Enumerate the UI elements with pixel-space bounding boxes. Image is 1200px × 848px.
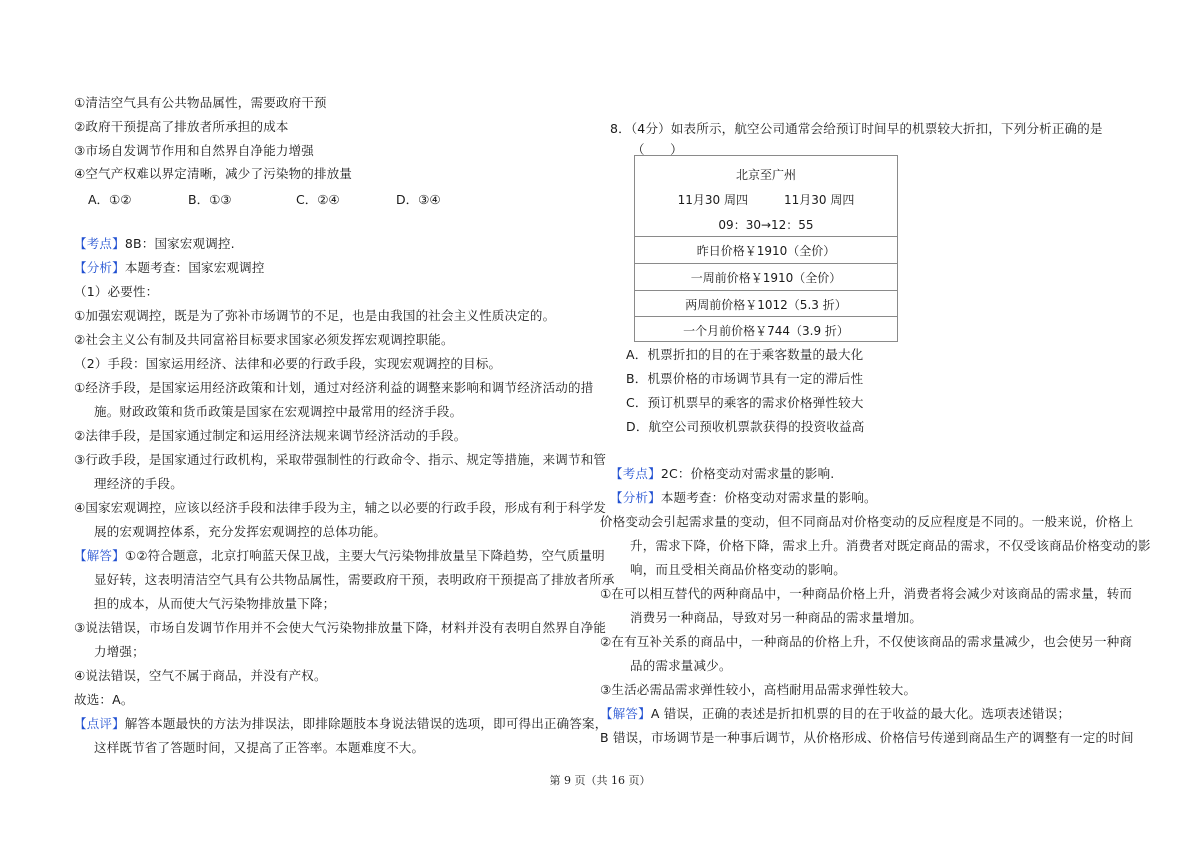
jieda-line: 显好转，这表明清洁空气具有公共物品属性，需要政府干预，表明政府干预提高了排放者所承 [94, 572, 615, 587]
jieda-tag: 【解答】 [600, 706, 651, 721]
fenxi-text: 本题考查：价格变动对需求量的影响。 [660, 490, 877, 505]
table-row [635, 316, 897, 342]
page-footer: 第 9 页（共 16 页） [549, 774, 651, 787]
option-d: D．航空公司预收机票款获得的投资收益高 [626, 419, 865, 434]
body-line: ②在有互补关系的商品中，一种商品的价格上升，不仅使该商品的需求量减少，也会使另一种商 [600, 634, 1133, 649]
table-cell: 一个月前价格￥744（3.9 折） [683, 324, 849, 338]
statement-4: ④空气产权难以界定清晰，减少了污染物的排放量 [74, 166, 353, 181]
statement-1: ①清洁空气具有公共物品属性，需要政府干预 [74, 95, 327, 110]
jieda-line: ④说法错误，空气不属于商品，并没有产权。 [74, 668, 327, 683]
body-line: 升，需求下降，价格下降，需求上升。消费者对既定商品的需求，不仅受该商品价格变动的影 [630, 538, 1151, 553]
body-line: 展的宏观调控体系，充分发挥宏观调控的总体功能。 [94, 524, 387, 539]
dianping-tag: 【点评】 [74, 716, 125, 731]
body-line: ②社会主义公有制及共同富裕目标要求国家必须发挥宏观调控职能。 [74, 332, 454, 347]
body-line: ①经济手段，是国家运用经济政策和计划，通过对经济利益的调整来影响和调节经济活动的措 [74, 380, 594, 395]
option-a: A．机票折扣的目的在于乘客数量的最大化 [626, 347, 864, 362]
time-label: 09：30→12：55 [718, 218, 814, 232]
question-8-bracket: （ ） [632, 142, 683, 157]
body-line: （1）必要性： [74, 284, 159, 299]
body-line: 响，而且受相关商品价格变动的影响。 [630, 562, 846, 577]
jieda-line: ③说法错误，市场自发调节作用并不会使大气污染物排放量下降，材料并没有表明自然界自净能 [74, 620, 607, 635]
fenxi-line [74, 260, 265, 276]
kaodian-tag: 【考点】 [74, 236, 125, 251]
table-row-header [635, 156, 897, 236]
kaodian-text: 2C：价格变动对需求量的影响. [660, 466, 835, 481]
option-b: B．①③ [188, 192, 232, 207]
option-a: A．①② [88, 192, 132, 207]
option-c: C．预订机票早的乘客的需求价格弹性较大 [626, 395, 864, 410]
body-line: ①在可以相互替代的两种商品中，一种商品价格上升，消费者将会减少对该商品的需求量，转而 [600, 586, 1133, 601]
body-line: ④国家宏观调控，应该以经济手段和法律手段为主，辅之以必要的行政手段，形成有利于科学发 [74, 500, 607, 515]
fenxi-line [610, 490, 877, 506]
jieda-line: B 错误，市场调节是一种事后调节，从价格形成、价格信号传递到商品生产的调整有一定的时间 [600, 730, 1134, 745]
body-line: 理经济的手段。 [94, 476, 183, 491]
dianping-text: 解答本题最快的方法为排误法，即排除题肢本身说法错误的选项，即可得出正确答案， [124, 716, 608, 731]
option-c: C．②④ [296, 192, 340, 207]
jieda-line [74, 548, 605, 564]
kaodian-text: 8B：国家宏观调控. [124, 236, 235, 251]
jieda-line: 故选：A。 [74, 692, 134, 707]
question-8: 8．（4分）如表所示，航空公司通常会给预订时间早的机票较大折扣，下列分析正确的是 [610, 121, 1103, 136]
statement-3: ③市场自发调节作用和自然界自净能力增强 [74, 143, 315, 158]
body-line: 价格变动会引起需求量的变动，但不同商品对价格变动的反应程度是不同的。一般来说，价格上 [600, 514, 1134, 529]
fenxi-tag: 【分析】 [74, 260, 125, 275]
kaodian-tag: 【考点】 [610, 466, 661, 481]
body-line: 品的需求量减少。 [630, 658, 732, 673]
date-label: 11月30 周四 11月30 周四 [677, 193, 855, 207]
fenxi-text: 本题考查：国家宏观调控 [124, 260, 265, 275]
body-line: 施。财政政策和货币政策是国家在宏观调控中最常用的经济手段。 [94, 404, 463, 419]
price-table [634, 155, 898, 342]
jieda-line: 担的成本，从而使大气污染物排放量下降； [94, 596, 336, 611]
table-cell: 昨日价格￥1910（全价） [696, 244, 836, 258]
table-row [635, 290, 897, 316]
table-row [635, 263, 897, 290]
route-label: 北京至广州 [735, 168, 796, 182]
kaodian-line [610, 466, 834, 482]
body-line: ③生活必需品需求弹性较小，高档耐用品需求弹性较大。 [600, 682, 917, 697]
body-line: 消费另一种商品，导致对另一种商品的需求量增加。 [630, 610, 923, 625]
jieda-line: 力增强； [94, 644, 145, 659]
jieda-text: A 错误，正确的表述是折扣机票的目的在于收益的最大化。选项表述错误； [650, 706, 1071, 721]
body-line: ③行政手段，是国家通过行政机构，采取带强制性的行政命令、指示、规定等措施，来调节和管 [74, 452, 607, 467]
kaodian-line [74, 236, 235, 252]
body-line: ①加强宏观调控，既是为了弥补市场调节的不足，也是由我国的社会主义性质决定的。 [74, 308, 556, 323]
jieda-line [600, 706, 1070, 722]
jieda-text: ①②符合题意，北京打响蓝天保卫战，主要大气污染物排放量呈下降趋势，空气质量明 [124, 548, 605, 563]
fenxi-tag: 【分析】 [610, 490, 661, 505]
dianping-line [74, 716, 607, 732]
option-b: B．机票价格的市场调节具有一定的滞后性 [626, 371, 864, 386]
jieda-tag: 【解答】 [74, 548, 125, 563]
body-line: ②法律手段，是国家通过制定和运用经济法规来调节经济活动的手段。 [74, 428, 467, 443]
statement-2: ②政府干预提高了排放者所承担的成本 [74, 119, 289, 134]
table-cell: 一周前价格￥1910（全价） [690, 271, 842, 285]
option-d: D．③④ [396, 192, 441, 207]
table-row [635, 236, 897, 263]
table-cell: 两周前价格￥1012（5.3 折） [685, 298, 847, 312]
dianping-line: 这样既节省了答题时间，又提高了正答率。本题难度不大。 [94, 740, 425, 755]
body-line: （2）手段：国家运用经济、法律和必要的行政手段，实现宏观调控的目标。 [74, 356, 502, 371]
